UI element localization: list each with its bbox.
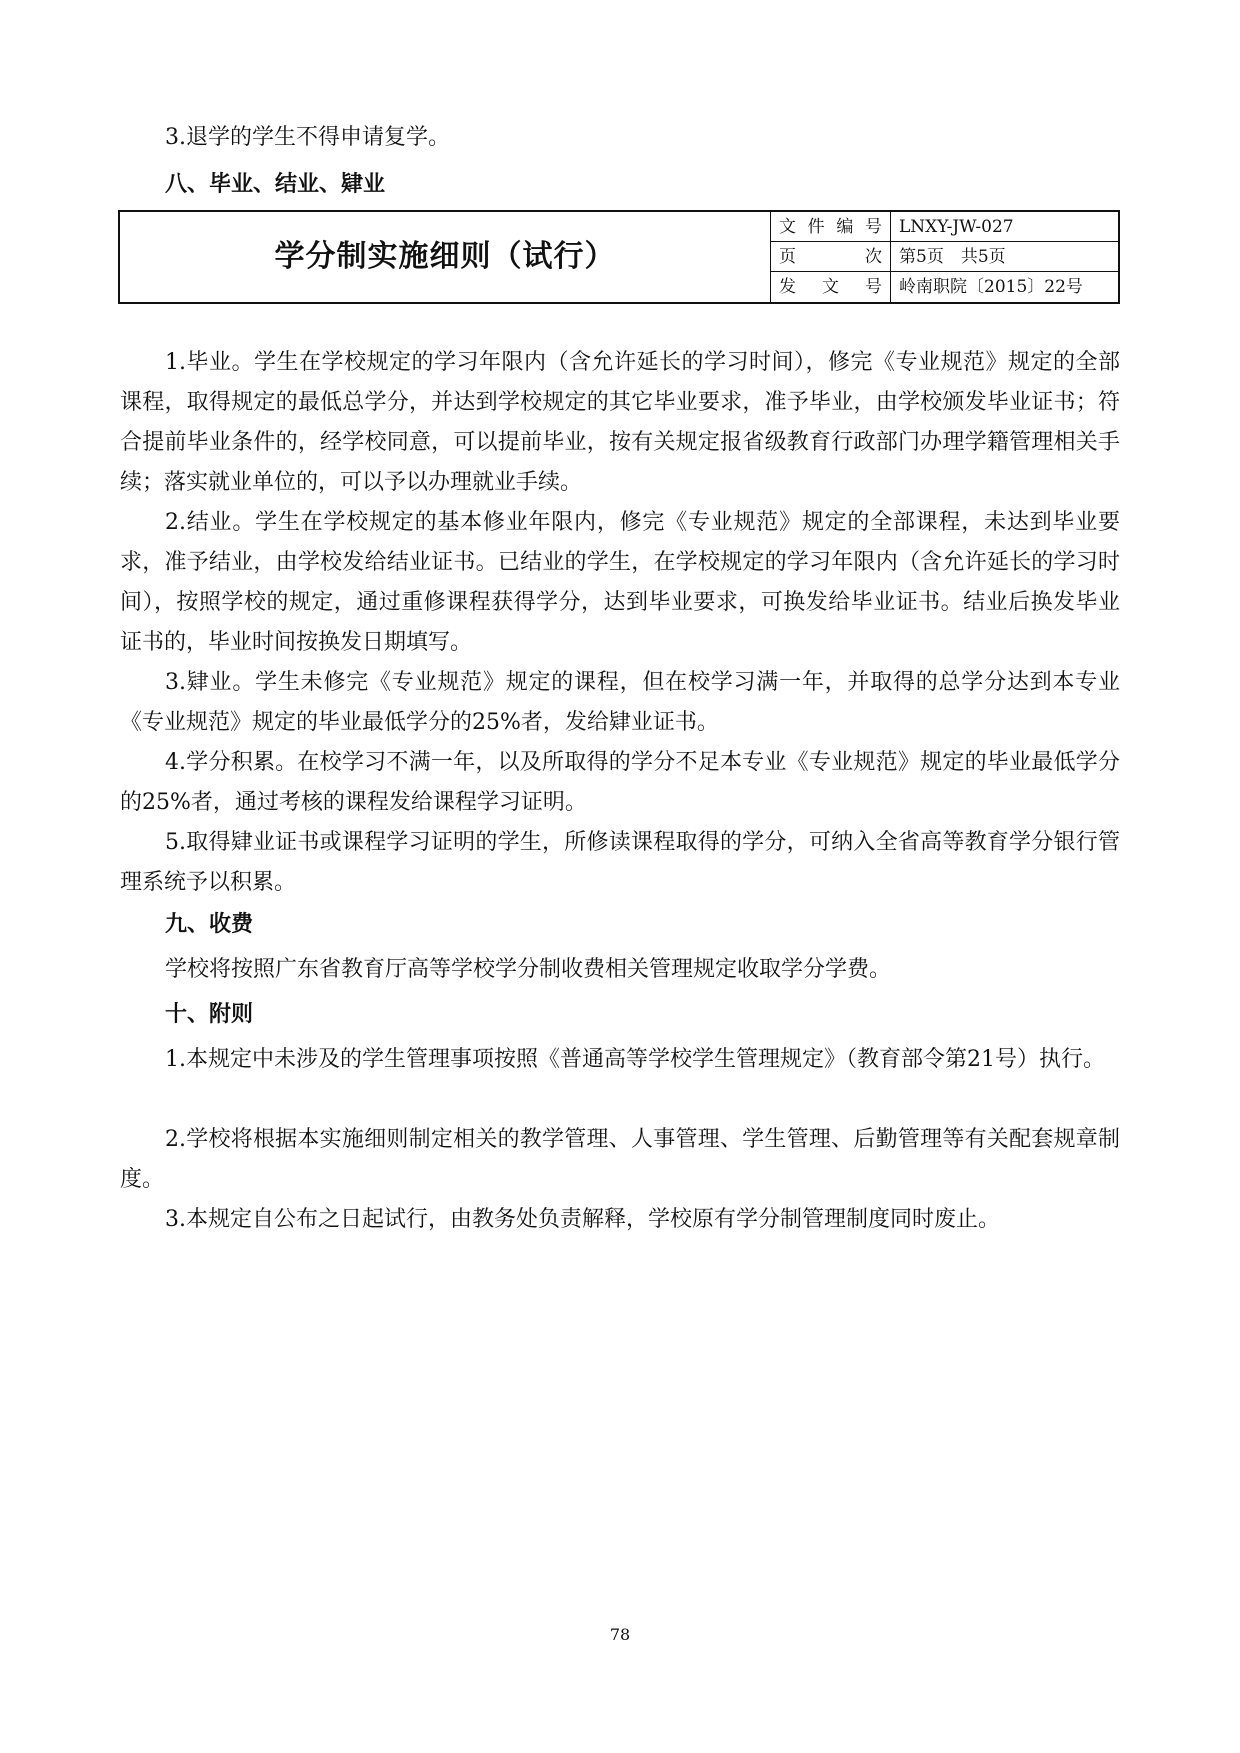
meta-value-issue-number: 岭南职院〔2015〕22号 [899, 277, 1083, 297]
document-header-table [118, 210, 1120, 304]
meta-label-document-number: 文 件 编 号 [771, 212, 891, 242]
completion-paragraph: 2.结业。学生在学校规定的基本修业年限内，修完《专业规范》规定的全部课程，未达到毕业要求，准予结业，由学校发给结业证书。已结业的学生，在学校规定的学习年限内（含允许延长的学习时间），按照学校的规定，通过重修课程获得学分，达到毕业要求，可换发给毕业证书。结业后换发毕业证书的，毕业时间按换发日期填写。 [120, 510, 1120, 655]
credit-accumulation-paragraph: 4.学分积累。在校学习不满一年，以及所取得的学分不足本专业《专业规范》规定的毕业最低学分的25%者，通过考核的课程发给课程学习证明。 [120, 750, 1120, 815]
meta-value-page: 第5页 共5页 [899, 247, 1006, 267]
meta-row-document-number [771, 212, 1119, 242]
document-meta-table [770, 212, 1119, 302]
supplementary-rule-2: 2.学校将根据本实施细则制定相关的教学管理、人事管理、学生管理、后勤管理等有关配套规章制度。 [120, 1127, 1120, 1192]
document-title: 学分制实施细则（试行） [274, 239, 616, 274]
meta-row-issue-number [771, 272, 1119, 302]
supplementary-rule-1: 1.本规定中未涉及的学生管理事项按照《普通高等学校学生管理规定》（教育部令第21号）执行。 [165, 1047, 1105, 1072]
page-number: 78 [609, 1625, 631, 1644]
supplementary-rule-3: 3.本规定自公布之日起试行，由教务处负责解释，学校原有学分制管理制度同时废止。 [165, 1207, 1000, 1232]
fees-paragraph: 学校将按照广东省教育厅高等学校学分制收费相关管理规定收取学分学费。 [165, 957, 892, 982]
section-8-heading: 八、毕业、结业、肄业 [165, 172, 386, 197]
meta-label-issue-number: 发 文 号 [771, 272, 891, 302]
section-9-heading: 九、收费 [165, 912, 254, 937]
credit-bank-paragraph: 5.取得肄业证书或课程学习证明的学生，所修读课程取得的学分，可纳入全省高等教育学分银行管理系统予以积累。 [120, 830, 1120, 895]
graduation-paragraph: 1.毕业。学生在学校规定的学习年限内（含允许延长的学习时间），修完《专业规范》规定的全部课程，取得规定的最低总学分，并达到学校规定的其它毕业要求，准予毕业，由学校颁发毕业证书；符合提前毕业条件的，经学校同意，可以提前毕业，按有关规定报省级教育行政部门办理学籍管理相关手续；落实就业单位的，可以予以办理就业手续。 [120, 350, 1120, 495]
meta-label-page: 页 次 [771, 242, 891, 272]
incomplete-study-paragraph: 3.肄业。学生未修完《专业规范》规定的课程，但在校学习满一年，并取得的总学分达到本专业《专业规范》规定的毕业最低学分的25%者，发给肄业证书。 [120, 670, 1120, 735]
meta-value-document-number: LNXY-JW-027 [899, 217, 1014, 237]
section-10-heading: 十、附则 [165, 1002, 254, 1027]
meta-row-page [771, 242, 1119, 272]
withdrawal-rule-3: 3.退学的学生不得申请复学。 [165, 125, 450, 150]
